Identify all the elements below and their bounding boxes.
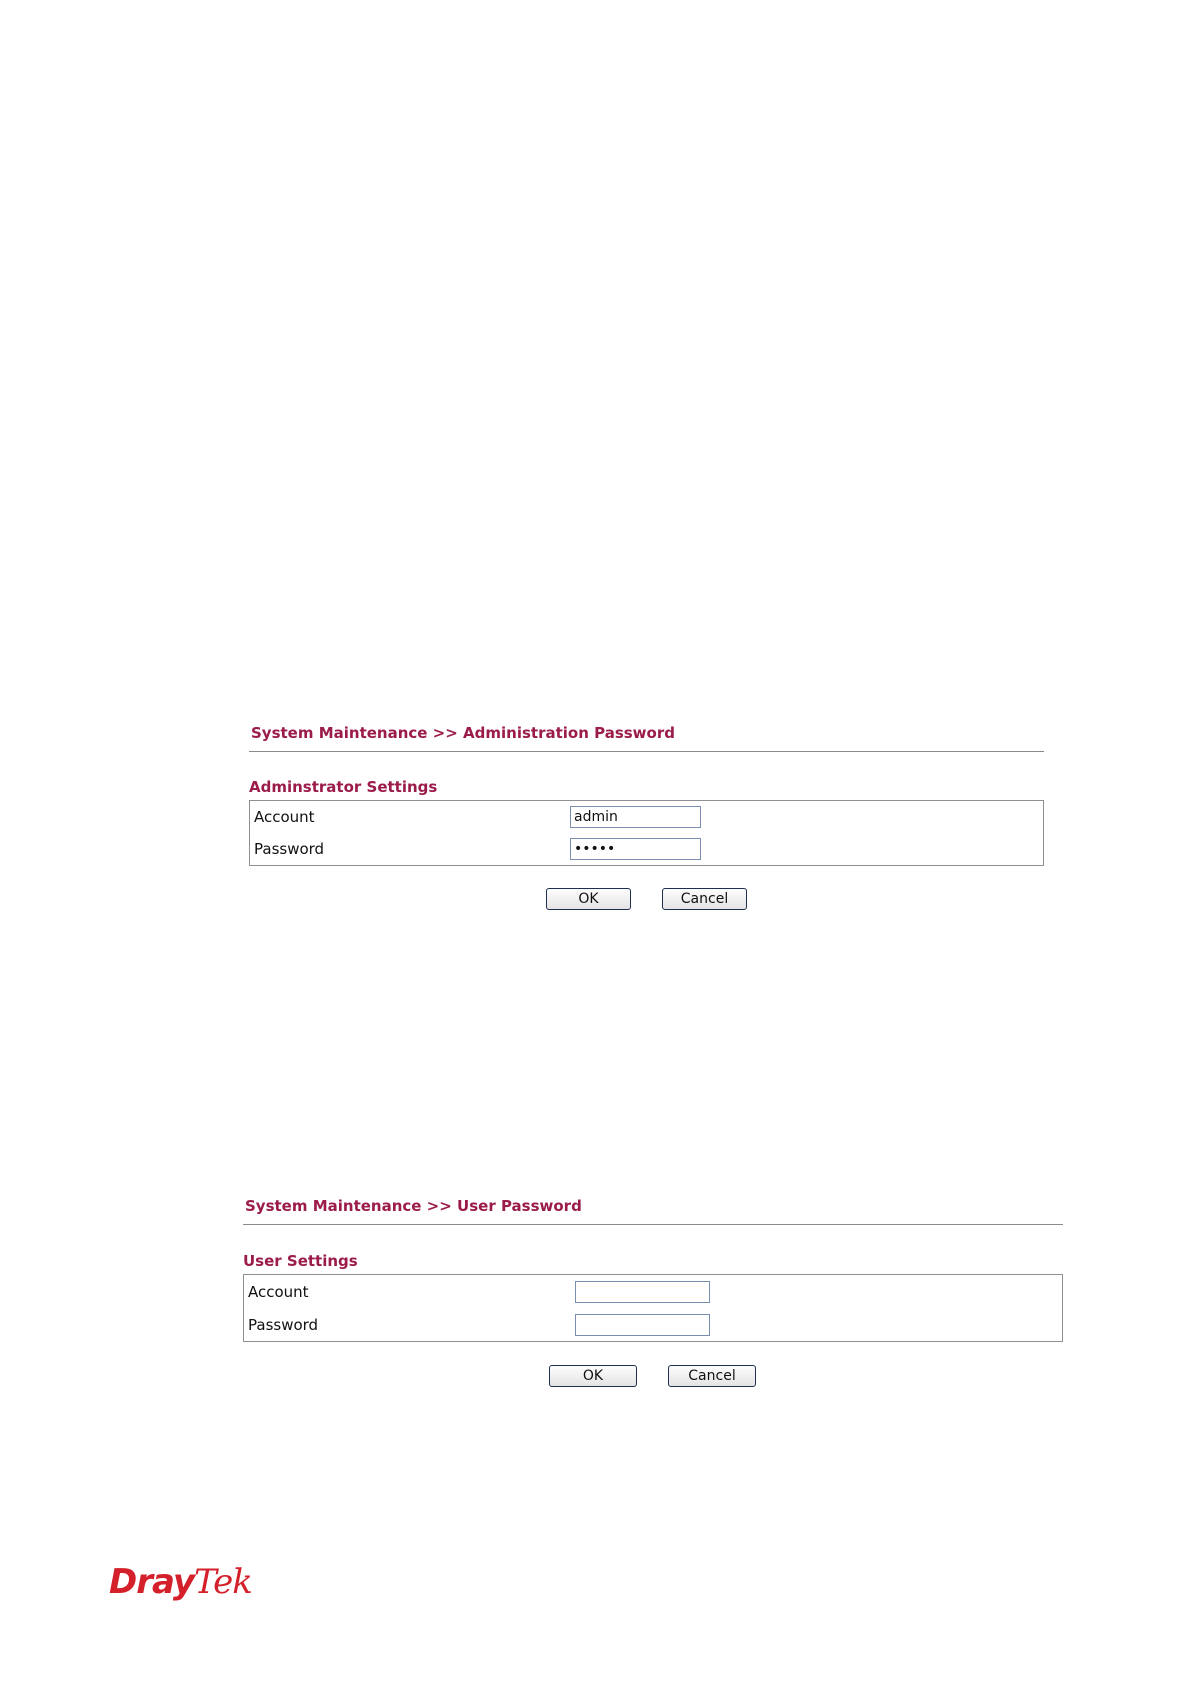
admin-account-row xyxy=(250,801,1043,833)
draytek-logo xyxy=(109,1560,259,1604)
admin-cancel-button[interactable]: Cancel xyxy=(662,888,747,910)
user-password-panel xyxy=(243,1197,1063,1387)
admin-settings-box xyxy=(249,800,1044,866)
user-header-divider xyxy=(243,1224,1063,1225)
admin-password-input[interactable] xyxy=(570,838,701,860)
user-breadcrumb: System Maintenance >> User Password xyxy=(245,1197,582,1215)
admin-account-input[interactable] xyxy=(570,806,701,828)
user-password-row xyxy=(244,1308,1062,1341)
user-account-row xyxy=(244,1275,1062,1308)
admin-account-label: Account xyxy=(254,808,315,826)
admin-ok-button[interactable]: OK xyxy=(546,888,631,910)
user-cancel-button[interactable]: Cancel xyxy=(668,1365,756,1387)
user-section-title: User Settings xyxy=(243,1252,358,1270)
admin-header-divider xyxy=(249,751,1044,752)
admin-password-label: Password xyxy=(254,840,325,858)
admin-password-row xyxy=(250,833,1043,865)
logo-text-dray: Dray xyxy=(109,1562,195,1602)
user-password-input[interactable] xyxy=(575,1314,710,1336)
user-password-label: Password xyxy=(248,1315,319,1334)
logo-text-tek: Tek xyxy=(194,1562,252,1602)
admin-breadcrumb: System Maintenance >> Administration Password xyxy=(251,724,675,742)
user-ok-button[interactable]: OK xyxy=(549,1365,637,1387)
user-account-input[interactable] xyxy=(575,1281,710,1303)
admin-password-panel xyxy=(249,724,1044,910)
admin-section-title: Adminstrator Settings xyxy=(249,778,438,796)
user-settings-box xyxy=(243,1274,1063,1342)
user-account-label: Account xyxy=(248,1282,309,1301)
